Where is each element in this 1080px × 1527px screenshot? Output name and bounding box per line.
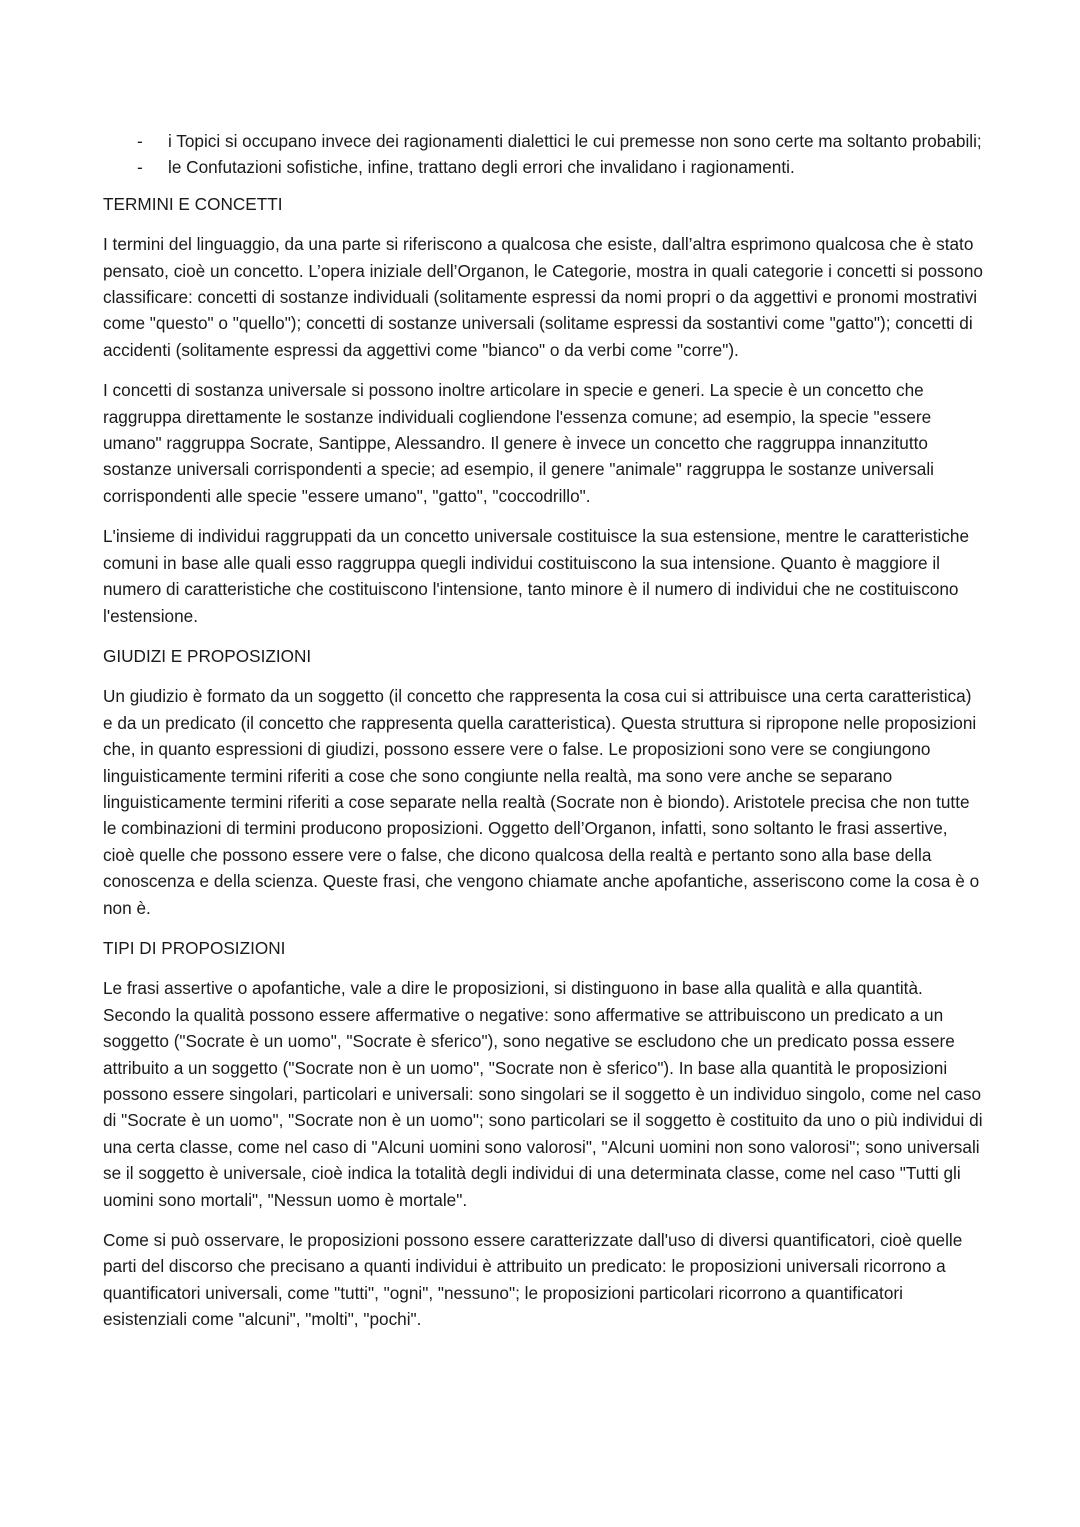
bullet-item [103,128,983,154]
section-heading: TIPI DI PROPOSIZIONI [103,937,286,958]
paragraph: Le frasi assertive o apofantiche, vale a dire le proposizioni, si distinguono in base alla qualità e alla quantità. Secondo la qualità possono essere affermative o negative: sono affermative se attribuiscono un predicato a un soggetto ("Socrate è un uomo", "Socrate è sferico"), sono negative se escludono che un predicato possa essere attribuito a un soggetto ("Socrate non è un uomo", "Socrate non è sferico"). In base alla quantità le proposizioni possono essere singolari, particolari e universali: sono singolari se il soggetto è un individuo singolo, come nel caso di "Socrate è un uomo", "Socrate non è un uomo"; sono particolari se il soggetto è costituito da uno o più individui di una certa classe, come nel caso di "Alcuni uomini sono valorosi", "Alcuni uomini non sono valorosi"; sono universali se il soggetto è universale, cioè indica la totalità degli individui di una determinata classe, come nel caso "Tutti gli uomini sono mortali", "Nessun uomo è mortale". [103,978,983,1210]
paragraph: Come si può osservare, le proposizioni possono essere caratterizzate dall'uso di diversi quantificatori, cioè quelle parti del discorso che precisano a quanti individui è attribuito un predicato: le proposizioni universali ricorrono a quantificatori universali, come "tutti", "ogni", "nessuno"; le proposizioni particolari ricorrono a quantificatori esistenziali come "alcuni", "molti", "pochi". [103,1230,963,1330]
section-giudizi-e-proposizioni [103,643,983,921]
section-heading: TERMINI E CONCETTI [103,193,283,214]
section-termini-e-concetti [103,191,983,629]
paragraph: I concetti di sostanza universale si possono inoltre articolare in specie e generi. La specie è un concetto che raggruppa direttamente le sostanze individuali cogliendone l'essenza comune; ad esempio, la specie "essere umano" raggruppa Socrate, Santippe, Alessandro. Il genere è invece un concetto che raggruppa innanzitutto sostanze universali corrispondenti a specie; ad esempio, il genere "animale" raggruppa le sostanze universali corrispondenti alle specie "essere umano", "gatto", "coccodrillo". [103,380,934,506]
paragraph: Un giudizio è formato da un soggetto (il concetto che rappresenta la cosa cui si attribuisce una certa caratteristica) e da un predicato (il concetto che rappresenta quella caratteristica). Questa struttura si ripropone nelle proposizioni che, in quanto espressioni di giudizi, possono essere vere o false. Le proposizioni sono vere se congiungono linguisticamente termini riferiti a cose che sono congiunte nella realtà, ma sono vere anche se separano linguisticamente termini riferiti a cose separate nella realtà (Socrate non è biondo). Aristotele precisa che non tutte le combinazioni di termini producono proposizioni. Oggetto dell’Organon, infatti, sono soltanto le frasi assertive, cioè quelle che possono essere vere o false, che dicono qualcosa della realtà e pertanto sono alla base della conoscenza e della scienza. Queste frasi, che vengono chiamate anche apofantiche, asseriscono come la cosa è o non è. [103,686,980,918]
dash-marker: - [137,157,143,178]
paragraph: I termini del linguaggio, da una parte si riferiscono a qualcosa che esiste, dall’altra esprimono qualcosa che è stato pensato, cioè un concetto. L’opera iniziale dell’Organon, le Categorie, mostra in quali categorie i concetti si possono classificare: concetti di sostanze individuali (solitamente espressi da nomi propri o da aggettivi e pronomi mostrativi come "questo" o "quello"); concetti di sostanze universali (solitame espressi da sostantivi come "gatto"); concetti di accidenti (solitamente espressi da aggettivi come "bianco" o da verbi come "corre"). [103,234,983,360]
bullet-list [103,128,983,181]
section-heading: GIUDIZI E PROPOSIZIONI [103,645,312,666]
bullet-text: le Confutazioni sofistiche, infine, trattano degli errori che invalidano i ragionamenti. [168,157,795,178]
document-page [103,128,983,1347]
bullet-item [103,154,983,180]
bullet-text: i Topici si occupano invece dei ragionamenti dialettici le cui premesse non sono certe ma soltanto probabili; [168,131,982,151]
section-tipi-di-proposizioni [103,935,983,1333]
paragraph: L'insieme di individui raggruppati da un concetto universale costituisce la sua estensione, mentre le caratteristiche comuni in base alle quali esso raggruppa quegli individui costituiscono la sua intensione. Quanto è maggiore il numero di caratteristiche che costituiscono l'intensione, tanto minore è il numero di individui che ne costituiscono l'estensione. [103,526,969,626]
dash-marker: - [137,131,143,151]
